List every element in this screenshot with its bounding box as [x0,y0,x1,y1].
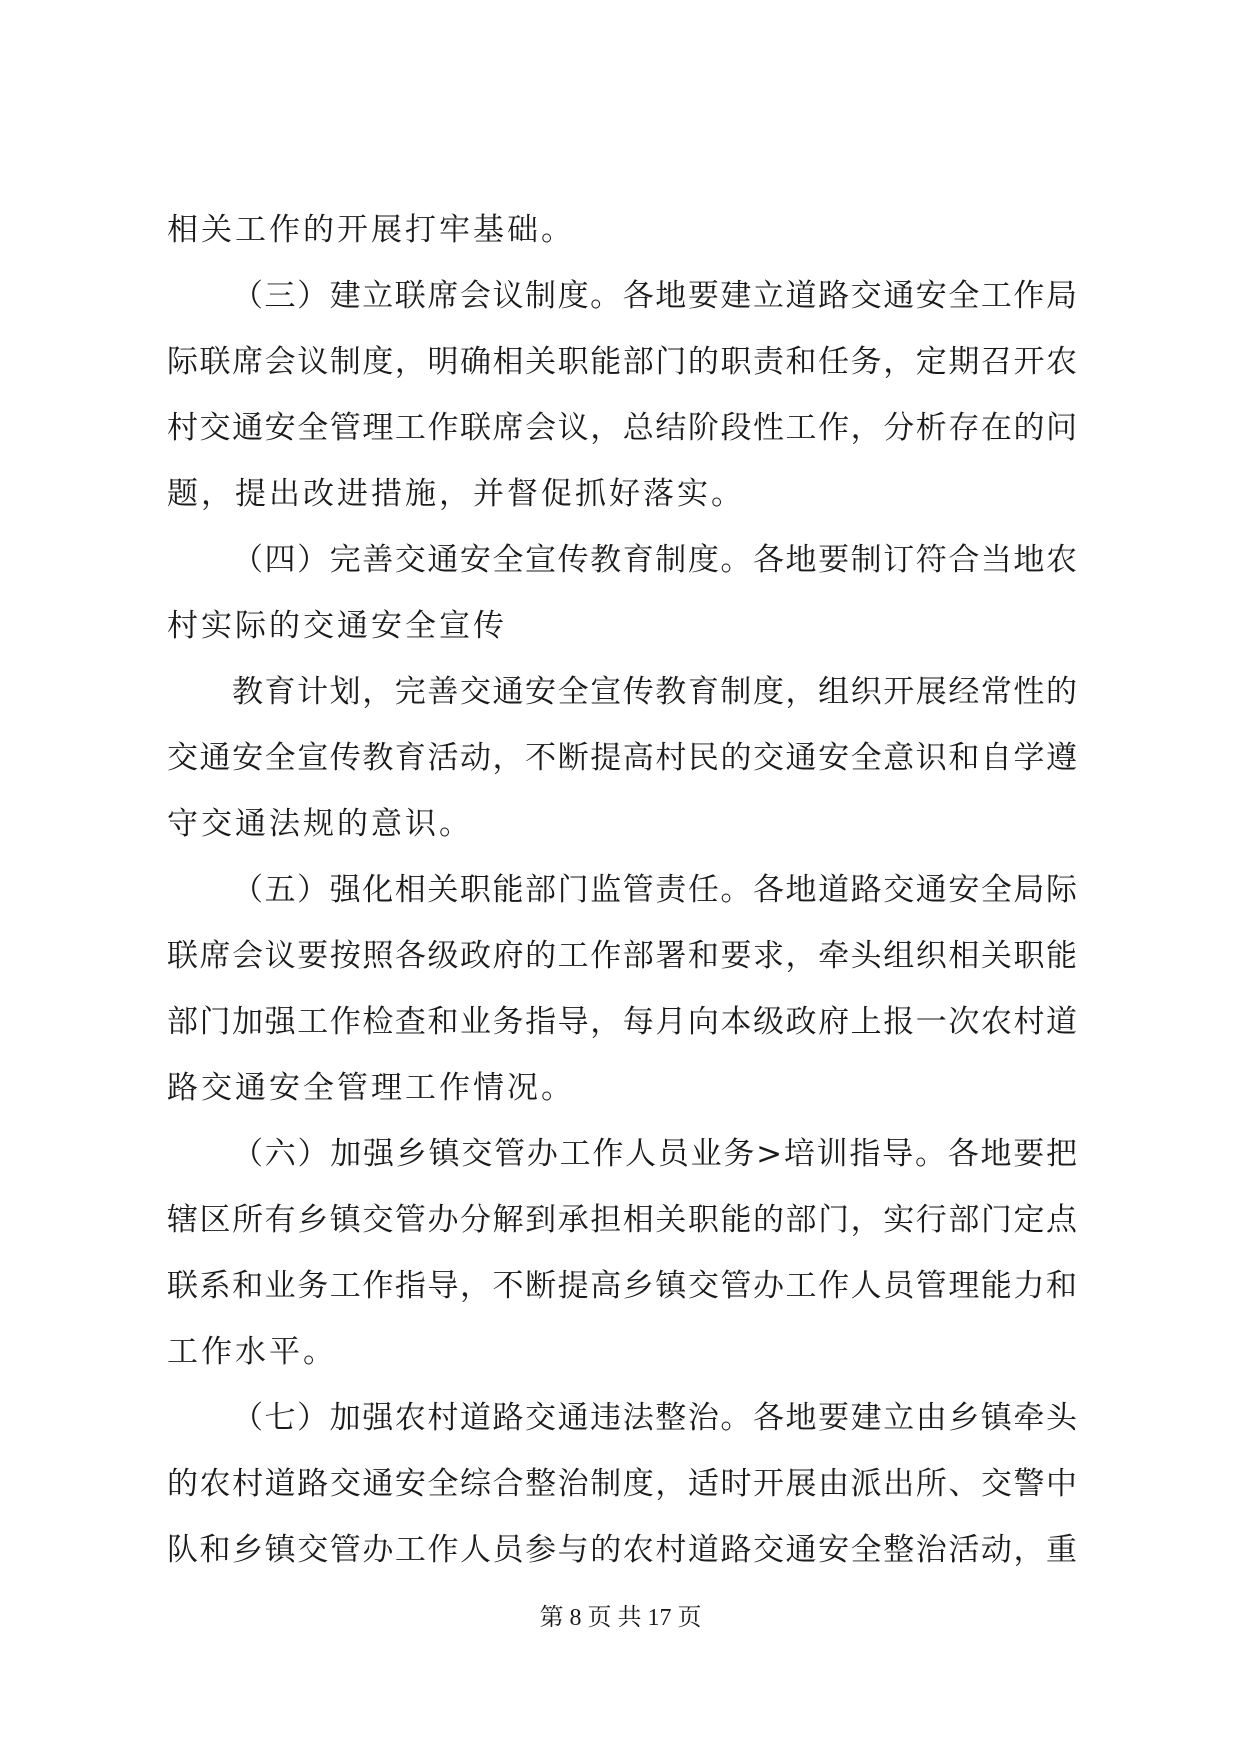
text-line: （四）完善交通安全宣传教育制度。各地要制订符合当地农 [232,542,1077,578]
text-line: 部门加强工作检查和业务指导，每月向本级政府上报一次农村道 [167,1004,1077,1040]
text-line: 队和乡镇交管办工作人员参与的农村道路交通安全整治活动，重 [167,1532,1077,1568]
page-number-footer: 第 8 页 共 17 页 [539,1605,702,1631]
text-line: 村交通安全管理工作联席会议，总结阶段性工作，分析存在的问 [167,410,1077,446]
text-line: 交通安全宣传教育活动，不断提高村民的交通安全意识和自学遵 [167,740,1077,776]
text-line: 路交通安全管理工作情况。 [167,1070,575,1106]
text-line: 工作水平。 [167,1334,337,1370]
text-line: 的农村道路交通安全综合整治制度，适时开展由派出所、交警中 [167,1466,1077,1502]
text-line: 联席会议要按照各级政府的工作部署和要求，牵头组织相关职能 [167,938,1077,974]
text-line: 守交通法规的意识。 [167,806,473,842]
text-line: （七）加强农村道路交通违法整治。各地要建立由乡镇牵头 [232,1400,1077,1436]
text-line: 相关工作的开展打牢基础。 [167,212,575,248]
text-line: 联系和业务工作指导，不断提高乡镇交管办工作人员管理能力和 [167,1268,1077,1304]
text-line: 题，提出改进措施，并督促抓好落实。 [167,476,745,512]
text-line: 辖区所有乡镇交管办分解到承担相关职能的部门，实行部门定点 [167,1202,1077,1238]
text-line: 际联席会议制度，明确相关职能部门的职责和任务，定期召开农 [167,344,1077,380]
text-line: （五）强化相关职能部门监管责任。各地道路交通安全局际 [232,872,1077,908]
text-line: （六）加强乡镇交管办工作人员业务>培训指导。各地要把 [232,1136,1077,1172]
text-line: 村实际的交通安全宣传 [167,608,507,644]
text-line: 教育计划，完善交通安全宣传教育制度，组织开展经常性的 [232,674,1077,710]
text-line: （三）建立联席会议制度。各地要建立道路交通安全工作局 [232,278,1077,314]
